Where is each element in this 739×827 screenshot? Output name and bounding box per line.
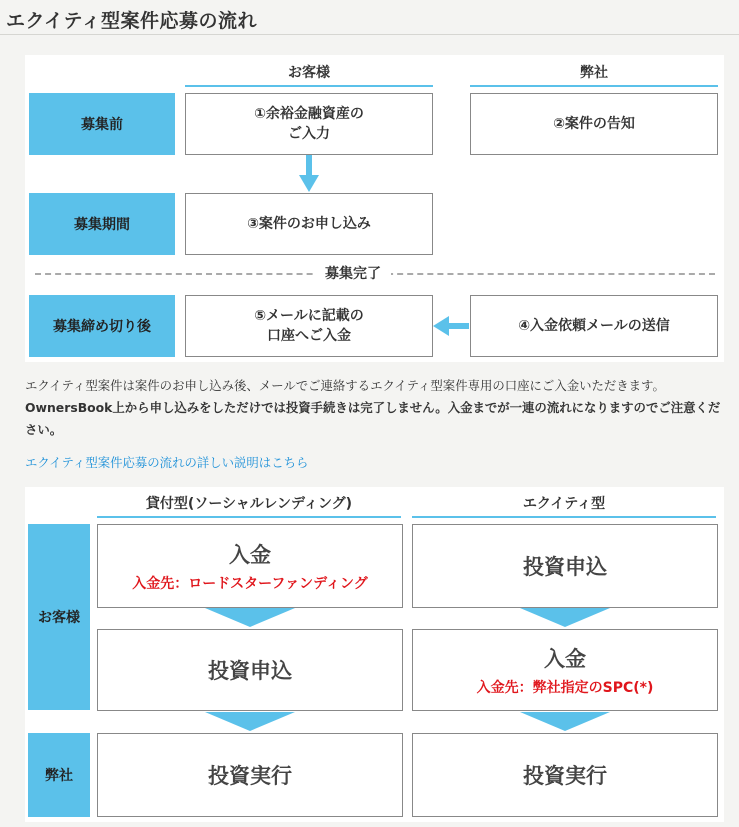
details-link[interactable]: エクイティ型案件応募の流れの詳しい説明はこちら (25, 455, 309, 470)
arrow-left-icon (431, 316, 471, 336)
description-sentence-2: OwnersBook上から申し込みをしただけでは投資手続きは完了しません。入金までが一連の流れになりますのでご注意ください。 (25, 400, 721, 437)
step-3-application: ③案件のお申し込み (185, 193, 433, 255)
column-header-equity: エクイティ型 (412, 493, 716, 518)
loan-step-application-label: 投資申込 (208, 659, 292, 683)
equity-step-execution (412, 733, 718, 817)
step-4-deposit-email: ④入金依頼メールの送信 (470, 295, 718, 357)
arrow-down-icon (299, 155, 319, 193)
flow-diagram (25, 55, 724, 362)
equity-step-deposit-label: 入金 (544, 647, 586, 671)
equity-step-deposit-note: 入金先：弊社指定のSPC(*) (476, 680, 654, 696)
phase-before-recruitment: 募集前 (29, 93, 175, 155)
chevron-down-icon (205, 712, 295, 732)
page-title: エクイティ型案件応募の流れ (6, 10, 258, 32)
step-5-deposit: ⑤メールに記載の 口座へご入金 (185, 295, 433, 357)
column-header-loan: 貸付型(ソーシャルレンディング) (97, 493, 401, 518)
loan-step-deposit-label: 入金 (229, 543, 271, 567)
equity-step-application (412, 524, 718, 608)
equity-step-deposit (412, 629, 718, 711)
loan-step-application (97, 629, 403, 711)
step-1-input-assets: ①余裕金融資産の ご入力 (185, 93, 433, 155)
equity-step-execution-label: 投資実行 (523, 764, 607, 788)
chevron-down-icon (520, 712, 610, 732)
title-divider (0, 34, 739, 35)
column-header-company: 弊社 (470, 62, 718, 87)
loan-step-deposit (97, 524, 403, 608)
phase-recruitment-period: 募集期間 (29, 193, 175, 255)
comparison-diagram (25, 487, 724, 822)
loan-step-deposit-note: 入金先：ロードスターファンディング (132, 576, 368, 592)
recruitment-complete-label: 募集完了 (315, 263, 391, 283)
equity-step-application-label: 投資申込 (523, 555, 607, 579)
loan-step-execution (97, 733, 403, 817)
step-2-announcement: ②案件の告知 (470, 93, 718, 155)
loan-step-execution-label: 投資実行 (208, 764, 292, 788)
side-label-customer: お客様 (28, 524, 90, 710)
phase-after-deadline: 募集締め切り後 (29, 295, 175, 357)
column-header-customer: お客様 (185, 62, 433, 87)
description-text (25, 375, 725, 441)
description-sentence-1: エクイティ型案件は案件のお申し込み後、メールでご連絡するエクイティ型案件専用の口座にご入金いただきます。 (25, 378, 665, 393)
chevron-down-icon (520, 608, 610, 628)
chevron-down-icon (205, 608, 295, 628)
side-label-company: 弊社 (28, 733, 90, 817)
